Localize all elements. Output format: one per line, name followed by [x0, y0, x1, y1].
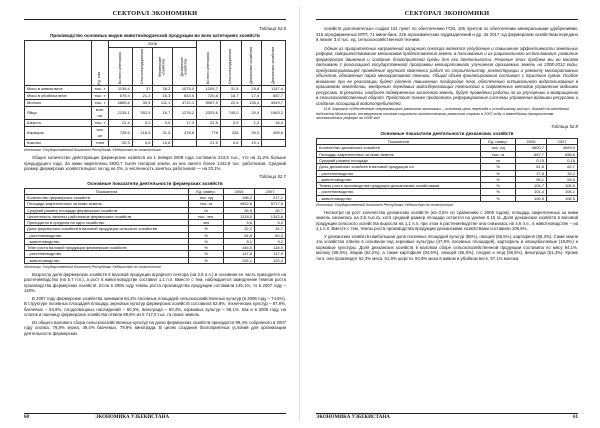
col-unit: Ед. измер.	[189, 188, 224, 194]
cell: 147,8	[224, 251, 255, 257]
cell: 104,7	[516, 183, 547, 189]
cell: 643,0	[173, 93, 197, 100]
cell: 29,8	[241, 86, 262, 93]
cell: 1075,0	[173, 86, 197, 93]
cell: 4952,6	[224, 201, 255, 207]
row-unit: га	[189, 207, 224, 213]
cell: 95,1	[516, 176, 547, 182]
cell: 658,6	[547, 151, 578, 157]
page-footer	[24, 413, 286, 420]
row-unit: %	[481, 183, 516, 189]
cell: 478,6	[173, 127, 197, 140]
col-unit: Ед. изм.	[92, 41, 109, 86]
cell: 5717,5	[255, 201, 286, 207]
row-unit: %	[481, 170, 516, 176]
cell: 4710,1	[173, 100, 197, 107]
footer-title: ЭКОНОМИКА УЗБЕКИСТАНА	[316, 415, 390, 420]
cell: 28,2	[153, 86, 173, 93]
row-unit: га	[481, 158, 516, 164]
cell: 6,0	[255, 220, 286, 226]
cell: 20,9	[241, 107, 262, 120]
cell: 106,6	[516, 195, 547, 201]
paragraph: Общее количество действующих фермерских хозяйств на 1 января 2008 года составило 223,6 тыс., что на 11,2% больше предыдущего года. За ними закреплены 5930,7 тысяч гектаров земли, из них занято более 1342,8 тыс. работников. Средний размер фермерских хозяйств вырос за год на 2%, а численность занятых работников — на 20,1%.	[24, 155, 286, 172]
table-caption: Таблица 52.8	[550, 124, 578, 130]
row-label: Шерсть	[25, 120, 92, 127]
cell: 16,3	[153, 93, 173, 100]
row-unit: тонн	[92, 140, 109, 147]
row-label: Коконы	[25, 140, 92, 147]
row-unit: чел	[189, 220, 224, 226]
cell: 19,1	[241, 140, 262, 147]
cell: 0,9	[153, 120, 173, 127]
paragraph: В 2007 году фермерские хозяйства занимали 84,2% посевных площадей сельскохозяйственных культур (в 2006 году – 74,5%). В структуре посевных площадей площадь зерновых культур фермерских хозяйств составила 62,8%, технических культур – 97,8%, бахчевых – 54,9%, плодоовощных насаждений – 60,3%, винограда – 60,4%, кормовых культур – 58,1%. Как и в 2006 году, на хлопок и пшеницу фермерские хозяйства отвели 88,6% из 5 717,5 тыс. га своих земель.	[24, 295, 286, 318]
col-2006: 2006	[224, 188, 255, 194]
col-2007: 2007	[255, 188, 286, 194]
table-row	[25, 120, 286, 127]
col-indicator: Показатели	[317, 139, 481, 145]
cell: 17,4	[241, 93, 262, 100]
row-label: Каракуль	[25, 127, 92, 140]
cell: 34,7	[255, 226, 286, 232]
row-label: - растениеводство	[317, 170, 481, 176]
row-unit: тыс. ед	[189, 195, 224, 201]
quote-text: Одним из приоритетных направлений аграрного сектора является углубление и повышение эффективности земельных реформ, совершенствование механизмов предоставления земель в пользование и их рационального использования, развитие фермерского движения и создание благоприятной среды для его деятельности. Решение этих проблем мы во многом связываем с реализацией государственной программы мелиоративного улучшения орошаемых земель на 2008-2012 годы, предусматривающей проведение крупного комплекса работ по строительству, реконструкции и ремонту мелиоративных объектов, обновление парка мелиоративной техники. Общий объем финансирования составит 1 триллион сумов. Особое внимание при ее реализации будет уделено повышению плодородия почв, обеспечению оптимального водопользования в орошаемом земледелии, внедрению передовых водосберегающих технологий и современных методов управления водными ресурсами. В регионах, наиболее подверженных засолению земель, будут проведены работы по их улучшению и возвращению в сельскохозяйственный оборот. Предстоит также продолжить реформирование системы управления водными ресурсами и создание ассоциаций водопотребителей.	[316, 45, 578, 106]
row-unit: %	[189, 251, 224, 257]
cell: 16,7	[153, 107, 173, 120]
row-label: Доля фермерских хозяйств в валовой продукции сельского хозяйства	[25, 226, 189, 232]
cell	[173, 140, 197, 147]
cell: 9,2	[255, 238, 286, 244]
table-row	[25, 226, 286, 232]
table-caption: Таблица 52.6	[258, 26, 286, 31]
col-dehkan-households: Дехканские хозяйства	[173, 48, 197, 86]
cell: 26,7	[255, 207, 286, 213]
col-year: 2006	[109, 41, 197, 48]
cell: 1276,2	[173, 107, 197, 120]
cell: 54,8	[224, 232, 255, 238]
table-source: Источник: Государственный Комитет Республики Узбекистан по статистике.	[24, 264, 162, 269]
row-label: Средний размер площади	[317, 158, 481, 164]
cell: 1147,4	[262, 86, 286, 93]
row-label: - растениеводство	[25, 232, 189, 238]
row-unit: млн. шт	[92, 107, 109, 120]
cell: 20,3	[109, 140, 133, 147]
cell: 1205,7	[197, 86, 221, 93]
cell: 352,5	[132, 107, 153, 120]
table-row	[25, 107, 286, 120]
col-indicator: Показатели	[25, 188, 189, 194]
row-label: Средний размер площади фермерских хозяйств	[25, 207, 189, 213]
cell: 22,5	[197, 120, 221, 127]
table-row	[25, 257, 286, 263]
row-label: Темп роста валовой продукции фермерских хозяйств	[25, 245, 189, 251]
col-dehkan-farms-2: Дехканские хозяйства	[241, 41, 262, 86]
cell: 4669,0	[547, 145, 578, 151]
cell: 2,9	[220, 120, 241, 127]
row-label: Яйца	[25, 107, 92, 120]
cell: 37	[132, 86, 153, 93]
paragraph: Из общего валового сбора сельскохозяйственных культур на долю фермерских хозяйств приходится 99,4% собранного в 2007 году хлопка, 79,8% зерна, 49,4% бахчевых, 79,9% винограда. В целях создания благоприятных условий для организации деятельности фермерских	[24, 319, 286, 336]
paragraph: У дехканских хозяйств наибольшая доля посевных площадей культур (56%), овощей (65,5%), картофеля (55,3%). Сами земли эти хозяйства отвели в основном под зерновые культуры (47,5% посевных площадей), картофель и овощебахчевые (18,8%) и кормовые культуры. Доля дехканских хозяйств в валовом сборе сельскохозяйственной продукции составила по мясу 94,1%, молоку (85,5%), яйцам (52,2%), а также картофеля (84,5%), овощей (65,5%), плодов и ягод (56,5%), винограда (51,4%). Кроме того, они производят 62,3% мяса, 61,8% шерсти, 94,9% меха в живом и убойном весе, 97,1% молока.	[316, 233, 578, 261]
row-unit: тыс. ед	[481, 145, 516, 151]
row-unit: тыс. шт	[92, 127, 109, 140]
col-farmer-households: Фермерские хозяйства	[153, 48, 173, 86]
cell: 62,7	[547, 164, 578, 170]
cell: 101,4	[516, 189, 547, 195]
cell: 0,15	[547, 158, 578, 164]
row-label: - животноводство	[317, 195, 481, 201]
paragraph: Несмотря на рост количества дехканских хозяйств (на 0,5% по сравнению с 2006 годом), площадь закрепленных за ними земель снизилась на 3,5 тыс.га, хотя средний размер площади остается на уровне 0,15 га. Доля дехканских хозяйств в валовой продукции сельского хозяйства выросла на 1,1 п.п. при этом в растениеводстве она снизилась на 4,6 п.п., в животноводстве – на 1,1 п.п. Вместе с тем, темпы роста производства продукции дехканскими хозяйствами составили 106,6%.	[316, 209, 578, 232]
row-unit: тыс. га	[189, 201, 224, 207]
col-all-categories: Во всех категориях	[109, 48, 133, 86]
col-indicator	[25, 41, 92, 86]
cell: 720,8	[197, 93, 221, 100]
paragraph: хозяйств дополнительно создан 131 пункт по обеспечению ГСМ, 106 пунктов по обеспечению минеральными удобрениями, 315 агрофирменных МТП, 71 мини-банк, 226 агрохимических подразделений и др. За 2017 год фермерским хозяйствам передано в лизинг 3,6 тыс. ед. сельскохозяйственной техники.	[316, 26, 578, 42]
cell: 135,4	[241, 100, 262, 107]
table-title: Основные показатели деятельности дехканских хозяйств	[380, 131, 514, 137]
row-unit: %	[189, 238, 224, 244]
cell: 21,4	[109, 120, 133, 127]
cell: 228	[220, 127, 241, 140]
cell: 667,7	[516, 151, 547, 157]
table-caption: Таблица 52.7	[258, 173, 286, 179]
row-unit: %	[189, 257, 224, 263]
row-unit: тыс. га	[481, 151, 516, 157]
cell: 4949,7	[262, 100, 286, 107]
row-label: - животноводство	[25, 238, 189, 244]
table-row	[25, 140, 286, 147]
paragraph: Возросла доля фермерских хозяйств в валовой продукции аграрного сектора (на 2,5 п.п.) и основная ее часть приходится на растениеводство (на 5,7 п.п.), а рост в животноводстве составил 1,1 п.п. Вместе с тем, наблюдается замедление темпов роста производства фермерских хозяйств. Если в 2006 году темпы роста производства продукции составили 146,1%, то в 2007 году – 118%.	[24, 271, 286, 294]
table-row	[25, 127, 286, 140]
row-unit: тыс. чел.	[189, 213, 224, 219]
table-row	[25, 86, 286, 93]
cell: 0,6	[220, 140, 241, 147]
cell: 18,4	[262, 120, 286, 127]
cell: 94,0	[547, 176, 578, 182]
livestock-production-table	[24, 40, 286, 147]
table-source: Источник: Государственный Комитет Республики Узбекистан по статистике.	[24, 148, 162, 153]
row-unit: тыс. т	[92, 100, 109, 107]
running-header: СЕКТОРАЛ ЭКОНОМИКИ	[24, 10, 286, 20]
table-source: Источник: Государственный Комитет Республики Узбекистан по статистике.	[316, 202, 454, 207]
col-all-categories-2: Во всех категориях	[197, 41, 221, 86]
cell: 17,3	[173, 120, 197, 127]
cell: 2135,1	[109, 107, 133, 120]
dehkan-indicators-table	[316, 138, 578, 202]
row-label: Численность занятых работников фермерских хозяйств	[25, 213, 189, 219]
cell: 728,6	[109, 127, 133, 140]
row-label: - животноводство	[317, 176, 481, 182]
row-unit: тыс. т	[92, 86, 109, 93]
table-title: Производство основных видов животноводческой продукции во всех категориях хозяйств	[50, 33, 260, 38]
row-unit: %	[189, 226, 224, 232]
cell: 1,2	[241, 120, 262, 127]
right-page	[300, 0, 600, 428]
quote-author: И.А. Каримов «Обеспечение опережающего развития экономики – основная цель перехода к устойчивому росту», доклад на заседании Кабинета Министров, посвященном итогам социально-экономического развития страны в 2007 году и важнейшим приоритетам экономических реформ на 2008 год.	[316, 107, 570, 121]
cell: 31,5	[220, 86, 241, 93]
page-footer	[316, 413, 578, 420]
row-label: Количество дехканских хозяйств	[317, 145, 481, 151]
row-label: Доля дехканских хозяйств в валовой продукции с/х	[317, 164, 481, 170]
cell: 26,5	[224, 207, 255, 213]
cell: 216,5	[132, 127, 153, 140]
row-label: Темпы роста производства продукции дехканскими хозяйствами	[317, 183, 481, 189]
cell: 60,3	[255, 232, 286, 238]
cell: 1342,8	[255, 213, 286, 219]
row-label: Площадь закрепленных за ними земель	[25, 201, 189, 207]
cell: 1139,4	[109, 86, 133, 93]
cell: 32,2	[224, 226, 255, 232]
cell: 30,4	[132, 100, 153, 107]
row-unit: тыс. т	[92, 120, 109, 127]
cell: 106,1	[547, 189, 578, 195]
cell: 198,2	[224, 195, 255, 201]
cell: 2325,6	[197, 107, 221, 120]
cell: 106,6	[547, 183, 578, 189]
cell: 118,0	[255, 245, 286, 251]
cell: 117,9	[255, 251, 286, 257]
page-number: 61	[573, 415, 578, 420]
cell: 687,7	[262, 93, 286, 100]
page-number: 60	[24, 415, 29, 420]
cell: 111,1	[153, 100, 173, 107]
row-unit: %	[481, 189, 516, 195]
cell: 106,5	[547, 195, 578, 201]
cell: 1563,2	[262, 107, 286, 120]
cell: 21,2	[132, 93, 153, 100]
table-title: Основные показатели деятельности фермерских хозяйств	[87, 180, 223, 186]
cell: 18,7	[220, 93, 241, 100]
footer-title: ЭКОНОМИКА УЗБЕКИСТАНА	[95, 415, 170, 420]
row-label: Приходится в среднем на одно хозяйство	[25, 220, 189, 226]
col-unit: Ед. измер.	[481, 139, 516, 145]
row-label: - растениеводство	[25, 251, 189, 257]
cell: 499,6	[262, 127, 286, 140]
cell: 61,6	[516, 164, 547, 170]
cell: 15,8	[153, 140, 173, 147]
row-unit: %	[481, 176, 516, 182]
cell: 126,1	[224, 257, 255, 263]
row-unit: %	[481, 164, 516, 170]
row-unit: %	[189, 245, 224, 251]
row-label: Мясо в убойном весе	[25, 93, 92, 100]
cell: 37,8	[516, 170, 547, 176]
cell: 8,1	[224, 238, 255, 244]
row-unit: тыс. т	[92, 93, 109, 100]
cell: 21,5	[197, 140, 221, 147]
table-row	[317, 195, 578, 201]
cell: 0,15	[516, 158, 547, 164]
cell: 4855,6	[109, 100, 133, 107]
cell: 740,0	[220, 107, 241, 120]
row-label: - растениеводство	[317, 189, 481, 195]
row-label: Молоко	[25, 100, 92, 107]
cell: 31,5	[153, 127, 173, 140]
col-2007: 2007	[547, 139, 578, 145]
row-label: - животноводство	[25, 257, 189, 263]
running-header: СЕКТОРАЛ ЭКОНОМИКИ	[316, 10, 578, 20]
cell: 22,4	[220, 100, 241, 107]
cell: 217,1	[255, 195, 286, 201]
row-unit: %	[481, 195, 516, 201]
cell: 146,0	[224, 245, 255, 251]
col-2006: 2006	[516, 139, 547, 145]
row-label: Количество фермерских хозяйств	[25, 195, 189, 201]
cell	[262, 140, 286, 147]
row-unit: %	[189, 232, 224, 238]
col-dehkan-households-2: Дехканские хозяйства	[262, 41, 286, 86]
cell: 3,6	[132, 140, 153, 147]
cell: 33,2	[547, 170, 578, 176]
table-row	[25, 100, 286, 107]
cell: 5,6	[224, 220, 255, 226]
cell: 39,0	[241, 127, 262, 140]
col-agri-enterprises: Сельхозпредприятия	[132, 48, 153, 86]
cell: 5067,5	[197, 100, 221, 107]
cell: 679,4	[109, 93, 133, 100]
cell: 3,2	[132, 120, 153, 127]
col-agri-enterprises-2: Сельхозпредприятия	[220, 41, 241, 86]
farmer-indicators-table	[24, 188, 286, 264]
row-label: Площадь закрепленных за ними земель	[317, 151, 481, 157]
table-row	[25, 93, 286, 100]
cell: 4600,7	[516, 145, 547, 151]
cell: 1118,0	[224, 213, 255, 219]
cell: 120,4	[255, 257, 286, 263]
row-label: Мясо в живом весе	[25, 86, 92, 93]
cell: 778	[197, 127, 221, 140]
